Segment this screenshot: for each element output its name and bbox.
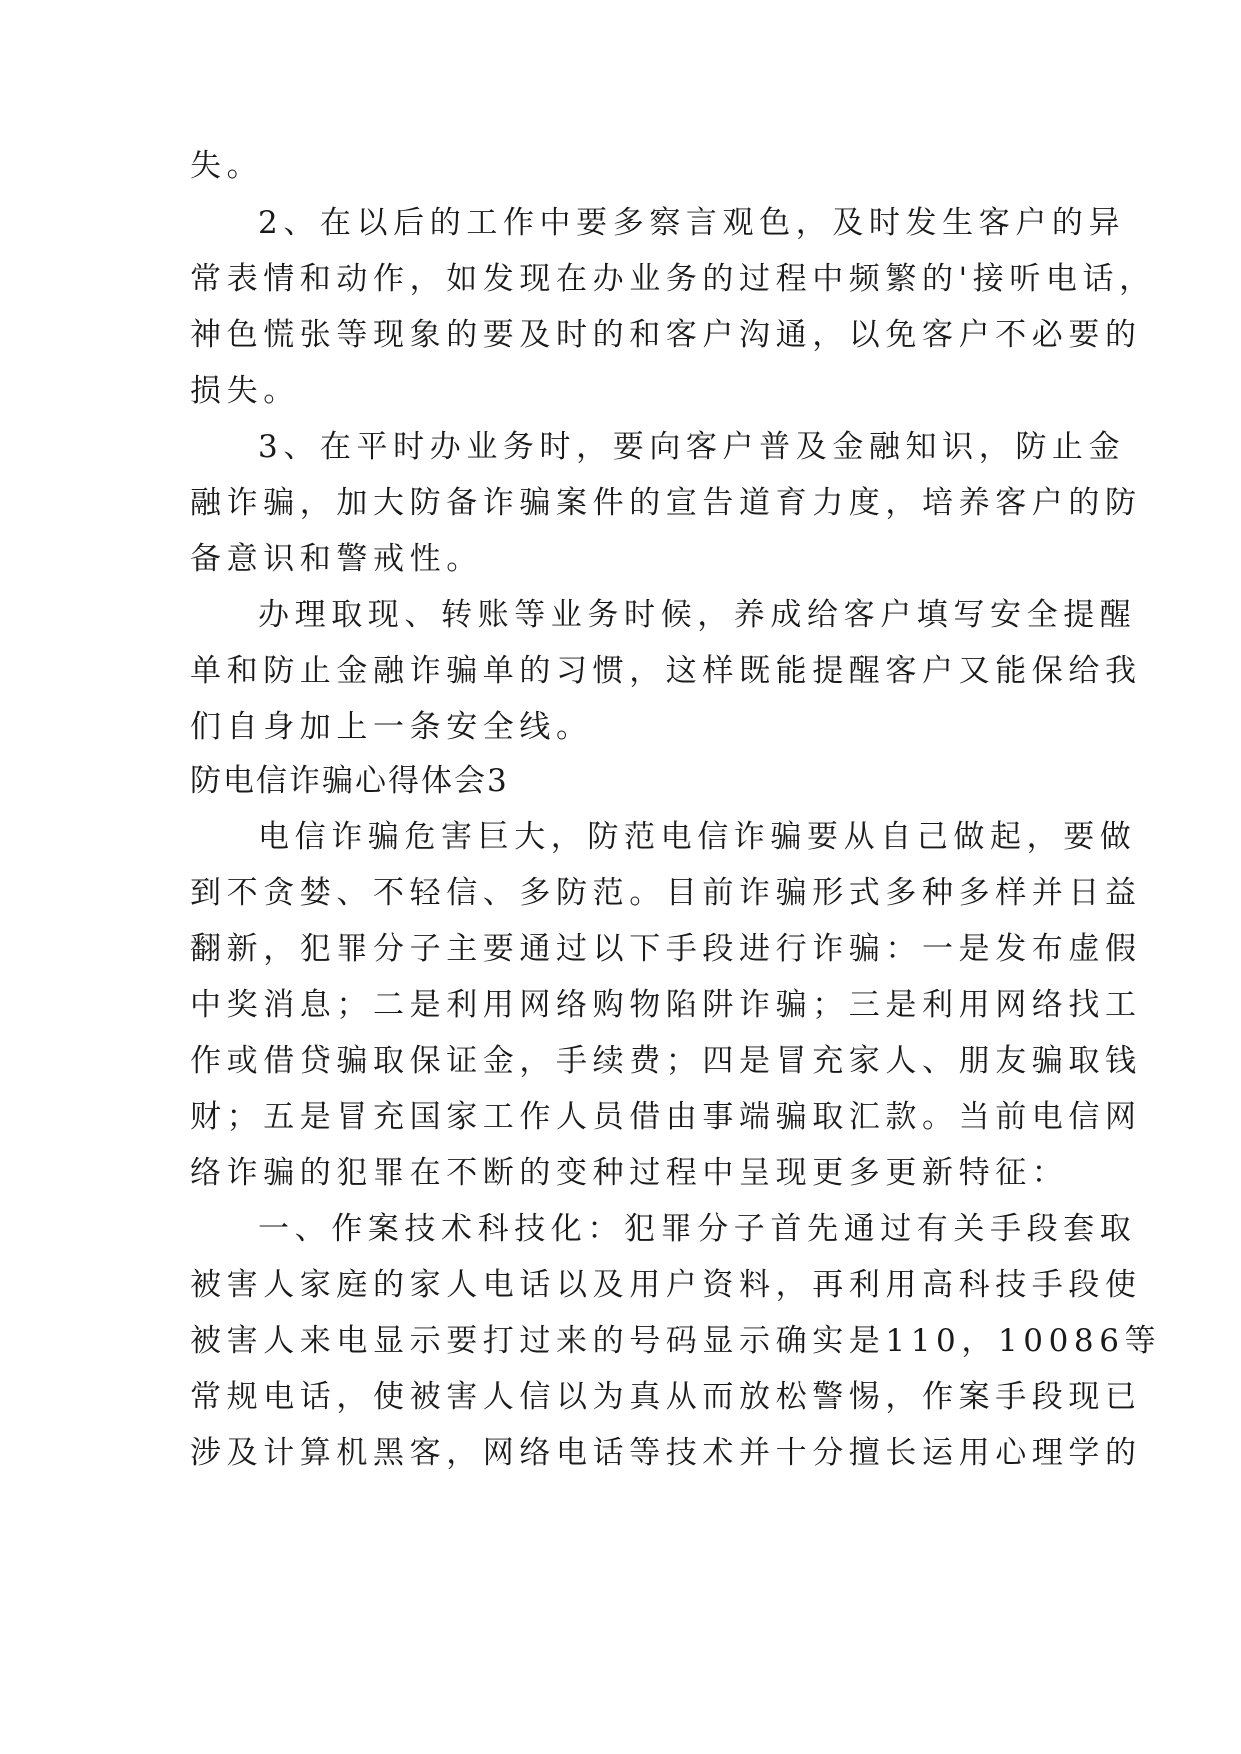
paragraph-line: 2、在以后的工作中要多察言观色，及时发生客户的异: [258, 205, 1126, 241]
paragraph-line: 财；五是冒充国家工作人员借由事端骗取汇款。当前电信网: [190, 1099, 1142, 1135]
paragraph-line: 备意识和警戒性。: [190, 541, 483, 577]
paragraph-line: 到不贪婪、不轻信、多防范。目前诈骗形式多种多样并日益: [190, 875, 1142, 911]
paragraph-line: 络诈骗的犯罪在不断的变种过程中呈现更多更新特征：: [190, 1155, 1069, 1191]
paragraph-line: 涉及计算机黑客，网络电话等技术并十分擅长运用心理学的: [190, 1435, 1142, 1471]
paragraph-line: 常表情和动作，如发现在办业务的过程中频繁的'接听电话，: [190, 261, 1156, 297]
paragraph-line: 们自身加上一条安全线。: [190, 709, 593, 745]
paragraph-line: 损失。: [190, 373, 300, 409]
paragraph-line: 被害人来电显示要打过来的号码显示确实是110，10086等: [190, 1323, 1162, 1359]
paragraph-line: 翻新，犯罪分子主要通过以下手段进行诈骗：一是发布虚假: [190, 931, 1142, 967]
paragraph-line: 失。: [190, 148, 264, 184]
section-heading: 防电信诈骗心得体会3: [190, 763, 509, 799]
paragraph-line: 神色慌张等现象的要及时的和客户沟通，以免客户不必要的: [190, 317, 1142, 353]
paragraph-line: 办理取现、转账等业务时候，养成给客户填写安全提醒: [258, 597, 1137, 633]
paragraph-line: 作或借贷骗取保证金，手续费；四是冒充家人、朋友骗取钱: [190, 1043, 1142, 1079]
paragraph-line: 单和防止金融诈骗单的习惯，这样既能提醒客户又能保给我: [190, 653, 1142, 689]
paragraph-line: 中奖消息；二是利用网络购物陷阱诈骗；三是利用网络找工: [190, 987, 1142, 1023]
paragraph-line: 一、作案技术科技化：犯罪分子首先通过有关手段套取: [258, 1211, 1137, 1247]
paragraph-line: 被害人家庭的家人电话以及用户资料，再利用高科技手段使: [190, 1267, 1142, 1303]
paragraph-line: 3、在平时办业务时，要向客户普及金融知识，防止金: [258, 429, 1126, 465]
paragraph-line: 常规电话，使被害人信以为真从而放松警惕，作案手段现已: [190, 1379, 1142, 1415]
paragraph-line: 融诈骗，加大防备诈骗案件的宣告道育力度，培养客户的防: [190, 485, 1142, 521]
paragraph-line: 电信诈骗危害巨大，防范电信诈骗要从自己做起，要做: [258, 819, 1137, 855]
